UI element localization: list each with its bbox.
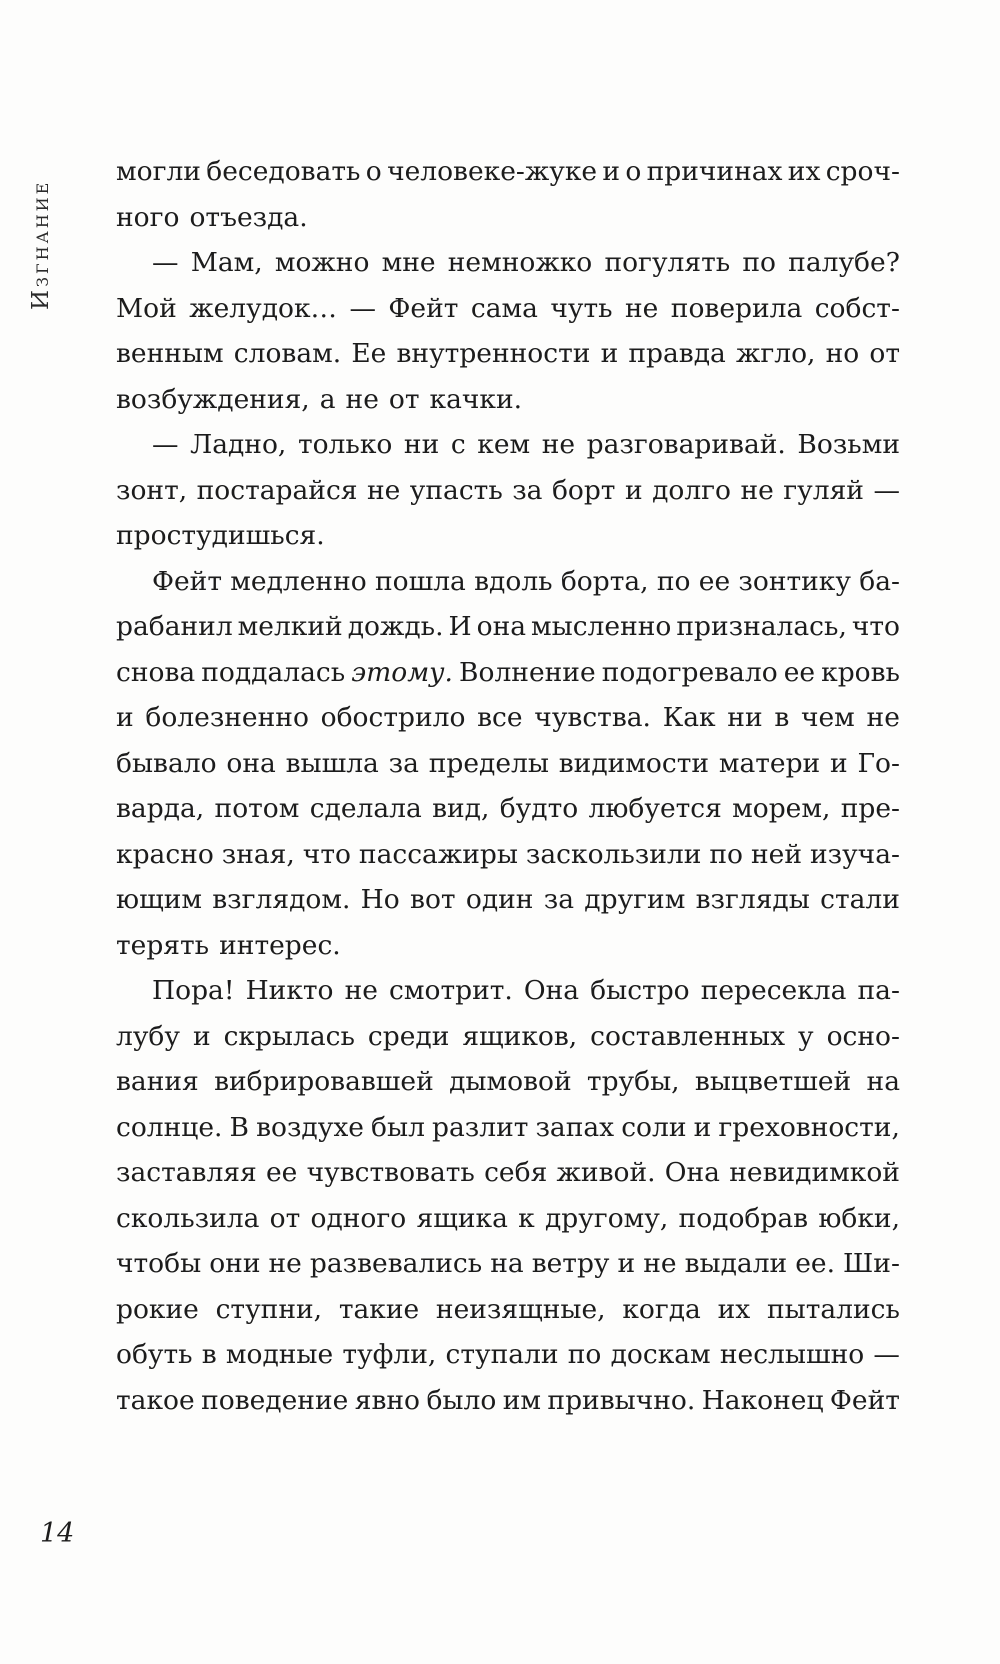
text-line: Фейт медленно пошла вдоль борта, по ее зонтику ба-: [152, 565, 900, 597]
text-line: возбуждения, а не от качки.: [116, 383, 523, 415]
running-head-text: Изгнание: [28, 179, 54, 310]
body-text: [116, 149, 900, 1423]
text-line: могли беседовать о человеке-жуке и о причинах их сроч-: [116, 156, 900, 187]
text-line: снова поддалась этому. Волнение подогревало ее кровь: [116, 656, 900, 688]
text-line: вания вибрировавшей дымовой трубы, выцветшей на: [116, 1066, 900, 1097]
text-line: такое поведение явно было им привычно. Наконец Фейт: [116, 1384, 900, 1416]
text-line: красно зная, что пассажиры заскользили по ней изуча-: [116, 838, 900, 870]
text-line: варда, потом сделала вид, будто любуется морем, пре-: [116, 793, 900, 824]
text-line: Мой желудок… — Фейт сама чуть не поверила собст-: [116, 292, 900, 324]
text-line: ющим взглядом. Но вот один за другим взгляды стали: [116, 884, 900, 915]
text-line: рабанил мелкий дождь. И она мысленно призналась, что: [116, 611, 900, 642]
text-line: Пора! Никто не смотрит. Она быстро пересекла па-: [152, 975, 900, 1006]
text-line: ного отъезда.: [116, 201, 308, 233]
text-line: лубу и скрылась среди ящиков, составленных у осно-: [116, 1020, 900, 1052]
text-line: бывало она вышла за пределы видимости матери и Го-: [116, 747, 900, 779]
text-line: и болезненно обострило все чувства. Как ни в чем не: [116, 702, 900, 733]
text-line: терять интерес.: [116, 929, 341, 961]
text-line: обуть в модные туфли, ступали по доскам неслышно —: [116, 1339, 900, 1370]
text-line: скользила от одного ящика к другому, подобрав юбки,: [116, 1202, 900, 1234]
text-line: простудишься.: [116, 520, 325, 551]
text-line: солнце. В воздухе был разлит запах соли и греховности,: [116, 1111, 900, 1143]
text-line: рокие ступни, такие неизящные, когда их пытались: [116, 1293, 900, 1325]
text-line: заставляя ее чувствовать себя живой. Она невидимкой: [116, 1157, 900, 1188]
running-head: [22, 158, 58, 318]
text-line: венным словам. Ее внутренности и правда жгло, но от: [116, 338, 900, 369]
text-line: зонт, постарайся не упасть за борт и долго не гуляй —: [116, 474, 900, 506]
page-number: 14: [40, 1518, 75, 1549]
text-line: — Ладно, только ни с кем не разговаривай. Возьми: [152, 429, 900, 460]
text-line: — Мам, можно мне немножко погулять по палубе?: [152, 247, 900, 278]
text-line: чтобы они не развевались на ветру и не выдали ее. Ши-: [116, 1248, 900, 1279]
